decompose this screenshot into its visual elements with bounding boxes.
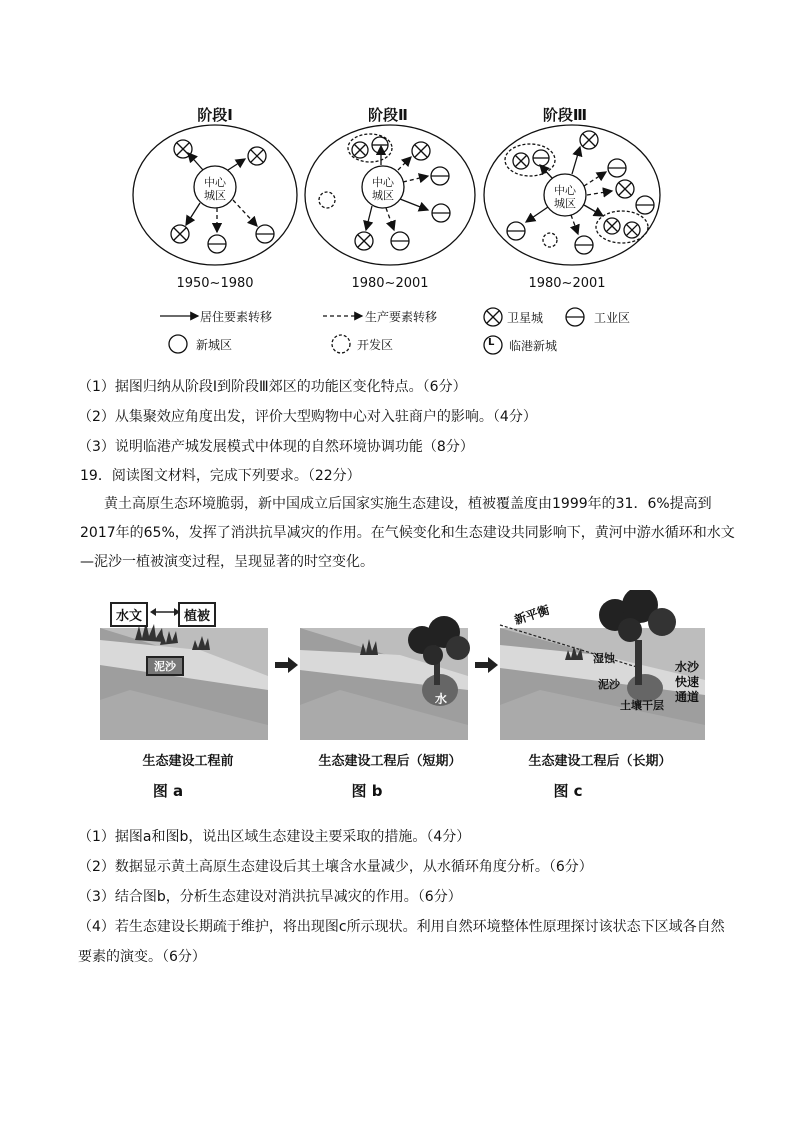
satellite-icon bbox=[513, 153, 529, 169]
q19-4-line1: （4）若生态建设长期疏于维护，将出现图c所示现状。利用自然环境整体性原理探讨该状态下区域各自然 bbox=[78, 919, 725, 935]
legend-industrial: 工业区 bbox=[594, 311, 631, 325]
industrial-icon bbox=[507, 222, 525, 240]
hydro-veg-arrow bbox=[150, 604, 180, 620]
q19-para-line3: —泥沙一植被演变过程，呈现显著的时空变化。 bbox=[80, 554, 374, 570]
period-2: 1980~2001 bbox=[351, 276, 429, 291]
satellite-icon bbox=[616, 180, 634, 198]
legend-port-city: 临港新城 bbox=[509, 339, 558, 353]
label-sediment: 泥沙 bbox=[598, 678, 620, 691]
satellite-icon bbox=[248, 147, 266, 165]
dev-zone-icon bbox=[543, 233, 557, 247]
figure-a bbox=[100, 622, 268, 740]
q19-header: 19．阅读图文材料，完成下列要求。（22分） bbox=[80, 468, 361, 484]
satellite-icon bbox=[352, 142, 368, 158]
satellite-icon bbox=[580, 131, 598, 149]
period-1: 1950~1980 bbox=[176, 276, 254, 291]
industrial-icon bbox=[431, 167, 449, 185]
arrow-b-to-c bbox=[475, 657, 498, 673]
satellite-icon bbox=[355, 232, 373, 250]
q19-3: （3）结合图b，分析生态建设对消洪抗旱减灾的作用。（6分） bbox=[78, 889, 462, 905]
q19-para-line1: 黄土高原生态环境脆弱，新中国成立后国家实施生态建设，植被覆盖度由1999年的31．6%提高到 bbox=[104, 496, 712, 512]
arrow-a-to-b bbox=[275, 657, 298, 673]
label-fast-channel: 水沙 快速 通道 bbox=[675, 660, 700, 704]
label-hardpan: 土壤干层 bbox=[620, 699, 664, 712]
q19-2: （2）数据显示黄土高原生态建设后其土壤含水量减少，从水循环角度分析。（6分） bbox=[78, 859, 593, 875]
industrial-icon bbox=[636, 196, 654, 214]
q18-2: （2）从集聚效应角度出发，评价大型购物中心对入驻商户的影响。（4分） bbox=[78, 409, 537, 425]
satellite-legend-icon bbox=[484, 308, 502, 326]
industrial-icon bbox=[533, 150, 549, 166]
industrial-icon bbox=[208, 235, 226, 253]
legend-new-district: 新城区 bbox=[196, 338, 233, 352]
satellite-icon bbox=[174, 140, 192, 158]
caption-a: 生态建设工程前 bbox=[142, 754, 234, 769]
legend-production: 生产要素转移 bbox=[365, 310, 438, 324]
stage-title-3: 阶段Ⅲ bbox=[542, 106, 588, 124]
legend-residential: 居住要素转移 bbox=[200, 310, 273, 324]
center-label-1: 中心 城区 bbox=[204, 176, 226, 202]
q19-para-line2: 2017年的65%，发挥了消洪抗旱减灾的作用。在气候变化和生态建设共同影响下，黄河中游水循环和水文 bbox=[80, 525, 735, 541]
legend-satellite: 卫星城 bbox=[507, 311, 544, 325]
label-moisture: 湿蚀 bbox=[593, 652, 615, 665]
dev-zone-legend-icon bbox=[332, 335, 350, 353]
center-label-3: 中心 城区 bbox=[554, 184, 576, 210]
period-3: 1980~2001 bbox=[528, 276, 606, 291]
q18-3: （3）说明临港产城发展模式中体现的自然环境协调功能（8分） bbox=[78, 439, 474, 455]
port-letter: L bbox=[488, 337, 495, 348]
satellite-icon bbox=[624, 222, 640, 238]
stage-title-2: 阶段Ⅱ bbox=[368, 106, 408, 124]
new-district-legend-icon bbox=[169, 335, 187, 353]
q19-4-line2: 要素的演变。（6分） bbox=[78, 949, 206, 965]
satellite-icon bbox=[171, 225, 189, 243]
caption-c: 生态建设工程后（长期） bbox=[528, 754, 672, 769]
q19-1: （1）据图a和图b，说出区域生态建设主要采取的措施。（4分） bbox=[78, 829, 471, 845]
industrial-icon bbox=[575, 236, 593, 254]
q18-1: （1）据图归纳从阶段Ⅰ到阶段Ⅲ郊区的功能区变化特点。（6分） bbox=[78, 379, 467, 395]
figure-b bbox=[300, 616, 470, 740]
satellite-icon bbox=[412, 142, 430, 160]
label-hydro: 水文 bbox=[110, 602, 148, 627]
industrial-icon bbox=[432, 204, 450, 222]
industrial-legend-icon bbox=[566, 308, 584, 326]
industrial-icon bbox=[256, 225, 274, 243]
label-vegetation: 植被 bbox=[178, 602, 216, 627]
legend-dev-zone: 开发区 bbox=[357, 338, 394, 352]
label-new-balance: 新平衡 bbox=[512, 602, 552, 628]
dev-zone-icon bbox=[319, 192, 335, 208]
stage-title-1: 阶段Ⅰ bbox=[197, 106, 233, 124]
caption-b: 生态建设工程后（短期） bbox=[318, 754, 462, 769]
fig-name-b: 图 b bbox=[351, 782, 383, 800]
fig-name-c: 图 c bbox=[553, 782, 583, 800]
label-water: 水 bbox=[435, 692, 448, 706]
label-sand: 泥沙 bbox=[146, 656, 184, 676]
industrial-icon bbox=[372, 137, 388, 153]
center-label-2: 中心 城区 bbox=[372, 176, 394, 202]
satellite-icon bbox=[604, 218, 620, 234]
fig-name-a: 图 a bbox=[152, 782, 184, 800]
industrial-icon bbox=[391, 232, 409, 250]
industrial-icon bbox=[608, 159, 626, 177]
